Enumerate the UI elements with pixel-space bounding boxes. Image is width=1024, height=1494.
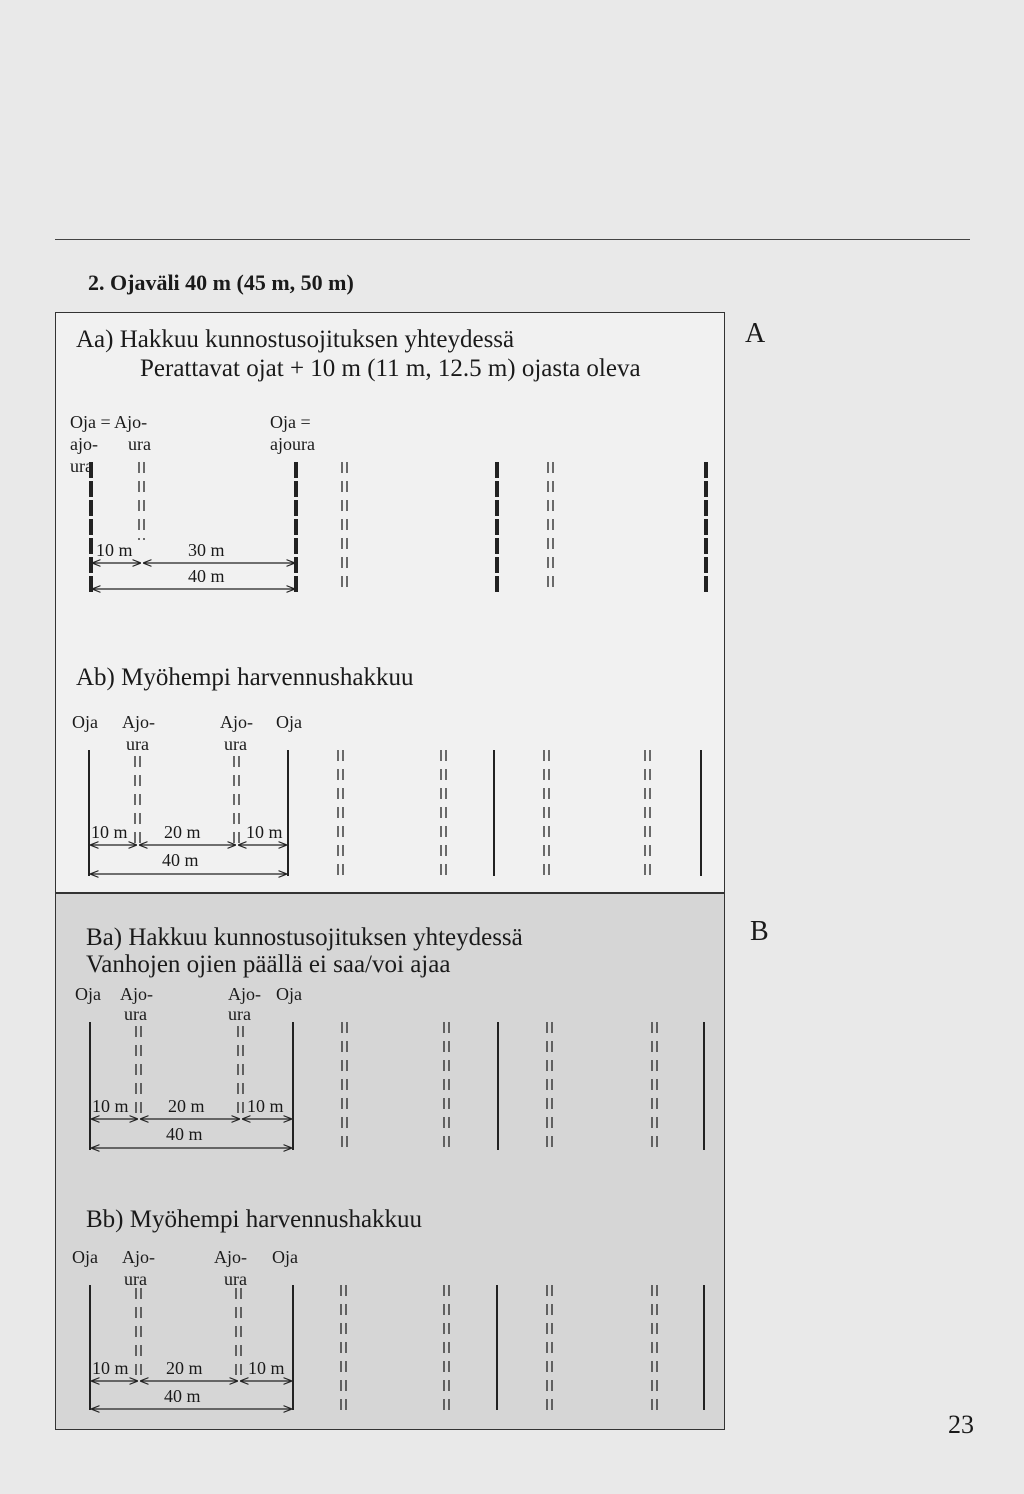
page-heading: 2. Ojaväli 40 m (45 m, 50 m) [88, 270, 354, 295]
ba-label-ura-left: ura [124, 1004, 147, 1024]
ab-ditches [89, 750, 701, 876]
ab-trails [135, 750, 650, 876]
bb-label-ura-left: ura [124, 1269, 147, 1289]
ba-ditches [90, 1022, 704, 1150]
ab-label-ura-right: ura [224, 734, 247, 754]
aa-label-ajoura: ajoura [270, 434, 315, 454]
ba-dim-10-right: 10 m [247, 1096, 284, 1116]
ab-label-ura-left: ura [126, 734, 149, 754]
bb-dim-20: 20 m [166, 1358, 203, 1378]
aa-trail-mid [342, 462, 347, 592]
aa-label-ajo: ajo- [70, 434, 98, 454]
aa-label-oja-eq: Oja = [270, 412, 311, 432]
ba-dimension-lines [92, 1119, 291, 1148]
ab-label-ajo-right: Ajo- [220, 712, 253, 732]
ba-label-ajo-right: Ajo- [228, 984, 261, 1004]
ba-title-line1: Ba) Hakkuu kunnostusojituksen yhteydessä [86, 924, 523, 951]
ab-label-oja-left: Oja [72, 712, 98, 732]
ba-title-line2: Vanhojen ojien päällä ei saa/voi ajaa [86, 951, 451, 978]
aa-label-oja-ajo: Oja = Ajo- [70, 412, 148, 432]
ba-dim-20: 20 m [168, 1096, 205, 1116]
aa-trail-left [139, 462, 144, 540]
ba-label-oja-right: Oja [276, 984, 302, 1004]
bb-ditches [90, 1285, 704, 1410]
bb-dimension-lines [92, 1381, 291, 1409]
aa-trail-mid2 [548, 462, 553, 592]
aa-dim-40: 40 m [188, 566, 225, 586]
bb-label-oja-right: Oja [272, 1247, 298, 1267]
ab-dim-40: 40 m [162, 850, 199, 870]
aa-label-ura: ura [128, 434, 151, 454]
ab-title: Ab) Myöhempi harvennushakkuu [76, 664, 414, 691]
ba-label-ura-right: ura [228, 1004, 251, 1024]
bb-label-ajo-left: Ajo- [122, 1247, 155, 1267]
aa-title-line2: Perattavat ojat + 10 m (11 m, 12.5 m) ojasta oleva [140, 355, 641, 382]
ba-label-oja-left: Oja [75, 984, 101, 1004]
ba-label-ajo-left: Ajo- [120, 984, 153, 1004]
bb-title: Bb) Myöhempi harvennushakkuu [86, 1206, 423, 1233]
ba-dim-10-left: 10 m [92, 1096, 129, 1116]
ab-dim-20: 20 m [164, 822, 201, 842]
ba-trails [136, 1022, 657, 1150]
aa-title-line1: Aa) Hakkuu kunnostusojituksen yhteydessä [76, 326, 515, 353]
ab-label-oja-right: Oja [276, 712, 302, 732]
bb-dim-10-left: 10 m [92, 1358, 129, 1378]
side-label-b: B [750, 916, 769, 947]
ab-dimension-lines [91, 845, 286, 874]
aa-dim-30: 30 m [188, 540, 225, 560]
ab-dim-10-left: 10 m [91, 822, 128, 842]
page-number: 23 [948, 1410, 974, 1439]
bb-label-ajo-right: Ajo- [214, 1247, 247, 1267]
bb-dim-10-right: 10 m [248, 1358, 285, 1378]
bb-trails [136, 1285, 657, 1410]
ba-dim-40: 40 m [166, 1124, 203, 1144]
aa-label-ura-left: ura [70, 456, 93, 476]
aa-dim-10: 10 m [96, 540, 133, 560]
ab-dim-10-right: 10 m [246, 822, 283, 842]
bb-label-ura-right: ura [224, 1269, 247, 1289]
bb-label-oja-left: Oja [72, 1247, 98, 1267]
aa-dimension-lines [93, 563, 294, 589]
ab-label-ajo-left: Ajo- [122, 712, 155, 732]
side-label-a: A [745, 318, 766, 349]
bb-dim-40: 40 m [164, 1386, 201, 1406]
